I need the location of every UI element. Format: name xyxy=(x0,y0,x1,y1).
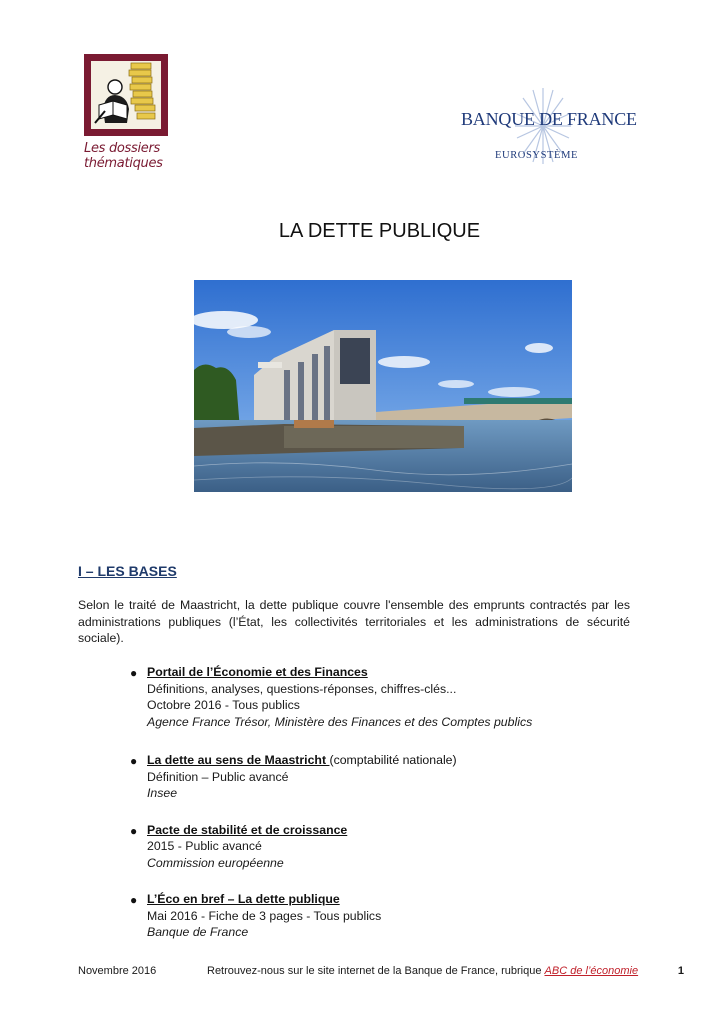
reference-description: Définitions, analyses, questions-réponses, chiffres-clés... xyxy=(147,681,457,696)
bdf-name: BANQUE DE FRANCE xyxy=(461,109,637,129)
reference-link[interactable]: L’Éco en bref – La dette publique xyxy=(147,892,340,906)
reference-date-audience: Définition – Public avancé xyxy=(147,769,289,784)
reference-source: Commission européenne xyxy=(147,855,284,870)
bullet-icon: ● xyxy=(130,754,138,768)
footer-message-text: Retrouvez-nous sur le site internet de la Banque de France, rubrique xyxy=(207,965,545,977)
reference-note: (comptabilité nationale) xyxy=(329,753,457,767)
reference-date-audience: 2015 - Public avancé xyxy=(147,839,262,853)
reference-link[interactable]: Pacte de stabilité et de croissance xyxy=(147,822,348,837)
abc-economie-link[interactable]: ABC de l’économie xyxy=(544,965,639,977)
intro-paragraph: Selon le traité de Maastricht, la dette publique couvre l'ensemble des emprunts contractés par les administrations publiques (l’État, les collectivités territoriales et les administrations de sécurité sociale). xyxy=(78,598,630,645)
list-item xyxy=(118,752,638,802)
reference-list xyxy=(118,664,638,941)
footer-message xyxy=(207,965,638,977)
logo-caption-line1: Les dossiers xyxy=(84,141,161,156)
reference-source: Insee xyxy=(147,786,178,800)
document-title: LA DETTE PUBLIQUE xyxy=(278,220,481,242)
reference-date-audience: Octobre 2016 - Tous publics xyxy=(147,698,300,712)
list-item xyxy=(118,891,638,941)
reference-link[interactable]: La dette au sens de Maastricht xyxy=(147,753,330,767)
section-heading: I – LES BASES xyxy=(78,563,177,579)
bullet-icon: ● xyxy=(130,893,138,907)
reference-link[interactable]: Portail de l’Économie et des Finances xyxy=(147,665,368,679)
list-item xyxy=(118,664,638,730)
page-number: 1 xyxy=(677,965,684,977)
cover-photo xyxy=(194,280,572,492)
bdf-subtitle: EUROSYSTÈME xyxy=(495,150,579,161)
logo-frame xyxy=(84,54,168,136)
reference-source: Agence France Trésor, Ministère des Finances et des Comptes publics xyxy=(147,714,533,729)
banque-de-france-logo xyxy=(455,86,637,168)
list-item xyxy=(118,822,638,872)
logo-caption-line2: thématiques xyxy=(84,156,163,171)
reference-date-audience: Mai 2016 - Fiche de 3 pages - Tous publics xyxy=(147,908,382,923)
bullet-icon: ● xyxy=(130,666,138,680)
logo-caption xyxy=(84,141,170,171)
logo-illustration xyxy=(91,61,161,129)
reader-with-coins-icon xyxy=(91,61,161,129)
dossiers-thematiques-logo xyxy=(84,54,170,172)
footer-date: Novembre 2016 xyxy=(78,965,157,977)
bullet-icon: ● xyxy=(130,823,138,838)
reference-source: Banque de France xyxy=(147,925,249,939)
